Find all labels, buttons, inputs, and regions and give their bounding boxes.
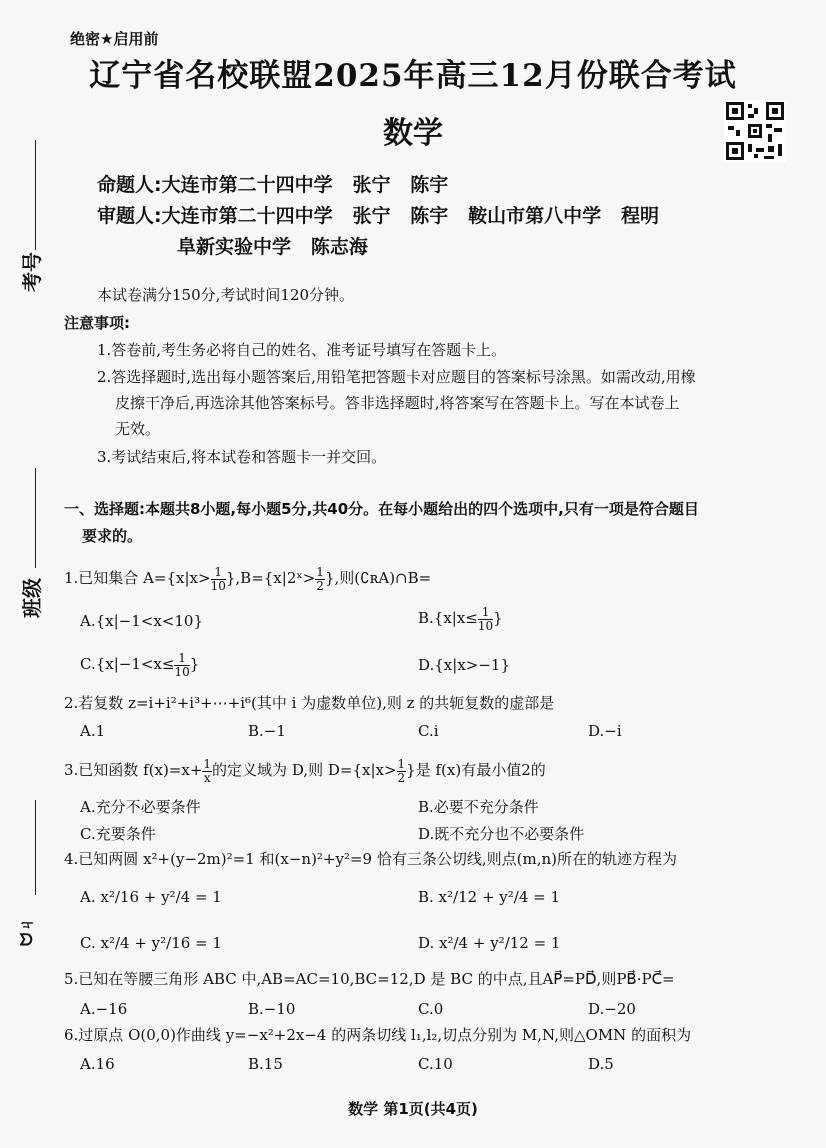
side-label-name: ᗢㄐ [17, 916, 36, 946]
side-label-exam-no: 考号 [20, 252, 44, 292]
q6-option-d: D.5 [588, 1055, 614, 1073]
page-footer: 数学 第1页(共4页) [348, 1100, 478, 1118]
q2-option-a: A.1 [80, 722, 106, 740]
q1-option-d: D.{x|x>−1} [418, 656, 510, 674]
question-1-stem: 1.已知集合 A={x|x> $\frac{1}{10}$ },B={x|2ˣ> $\frac{1}{2}$ },则(∁ʀA)∩B= [64, 565, 432, 593]
subject-title: 数学 [383, 116, 443, 151]
q3-option-c: C.充要条件 [80, 825, 156, 843]
note-2-line2: 皮擦干净后,再选涂其他答案标号。答非选择题时,将答案写在答题卡上。写在本试卷上 [115, 394, 680, 412]
note-2-line3: 无效。 [115, 420, 161, 438]
q2-option-b: B.−1 [248, 722, 286, 740]
q5-option-a: A.−16 [80, 1000, 128, 1018]
q6-option-c: C.10 [418, 1055, 453, 1073]
q2-option-d: D.−i [588, 722, 622, 740]
q4-option-c: C. x²/4 + y²/16 = 1 [80, 934, 222, 952]
q4-option-a: A. x²/16 + y²/4 = 1 [80, 888, 222, 906]
q1-option-b: B.{x|x≤ $\frac{1}{10}$ } [418, 605, 503, 633]
q3-option-b: B.必要不充分条件 [418, 798, 539, 816]
note-3: 3.考试结束后,将本试卷和答题卡一并交回。 [97, 448, 387, 466]
confidential-label: 绝密★启用前 [70, 30, 159, 48]
reviewer-line: 审题人:大连市第二十四中学 张宁 陈宇 鞍山市第八中学 程明 [97, 205, 659, 227]
notes-heading: 注意事项: [64, 314, 130, 332]
q3-option-a: A.充分不必要条件 [80, 798, 201, 816]
note-1: 1.答卷前,考生务必将自己的姓名、准考证号填写在答题卡上。 [97, 341, 507, 359]
side-line-class [35, 468, 36, 568]
question-3-stem: 3.已知函数 f(x)=x+ $\frac{1}{x}$ 的定义域为 D,则 D={x|x> $\frac{1}{2}$ }是 f(x)有最小值2的 [64, 757, 546, 785]
section1-heading-2: 要求的。 [82, 527, 143, 545]
q1-option-a: A.{x|−1<x<10} [80, 612, 203, 630]
exam-title: 辽宁省名校联盟2025年高三12月份联合考试 [89, 58, 737, 94]
side-line-exam-no [35, 140, 36, 250]
proposer-line: 命题人:大连市第二十四中学 张宁 陈宇 [97, 174, 449, 196]
section1-heading: 一、选择题:本题共8小题,每小题5分,共40分。在每小题给出的四个选项中,只有一项是符合题目 [64, 500, 699, 518]
q1-option-c: C.{x|−1<x≤ $\frac{1}{10}$ } [80, 651, 200, 679]
question-5-stem: 5.已知在等腰三角形 ABC 中,AB=AC=10,BC=12,D 是 BC 的中点,且AP⃗=PD⃗,则PB⃗·PC⃗= [64, 970, 675, 988]
q5-option-c: C.0 [418, 1000, 444, 1018]
q5-option-d: D.−20 [588, 1000, 636, 1018]
q2-option-c: C.i [418, 722, 439, 740]
qr-code-icon [724, 100, 786, 162]
q4-option-b: B. x²/12 + y²/4 = 1 [418, 888, 561, 906]
q6-option-b: B.15 [248, 1055, 283, 1073]
question-2-stem: 2.若复数 z=i+i²+i³+⋯+i⁶(其中 i 为虚数单位),则 z 的共轭复数的虚部是 [64, 694, 555, 712]
reviewer-line-2: 阜新实验中学 陈志海 [177, 236, 368, 258]
q3-option-d: D.既不充分也不必要条件 [418, 825, 585, 843]
q6-option-a: A.16 [80, 1055, 115, 1073]
q4-option-d: D. x²/4 + y²/12 = 1 [418, 934, 561, 952]
question-4-stem: 4.已知两圆 x²+(y−2m)²=1 和(x−n)²+y²=9 恰有三条公切线,则点(m,n)所在的轨迹方程为 [64, 850, 677, 868]
side-line-name [35, 800, 36, 895]
intro-text: 本试卷满分150分,考试时间120分钟。 [97, 286, 355, 304]
q5-option-b: B.−10 [248, 1000, 296, 1018]
side-label-class: 班级 [20, 578, 44, 618]
question-6-stem: 6.过原点 O(0,0)作曲线 y=−x²+2x−4 的两条切线 l₁,l₂,切点分别为 M,N,则△OMN 的面积为 [64, 1026, 692, 1044]
note-2-line1: 2.答选择题时,选出每小题答案后,用铅笔把答题卡对应题目的答案标号涂黑。如需改动,用橡 [97, 368, 696, 386]
